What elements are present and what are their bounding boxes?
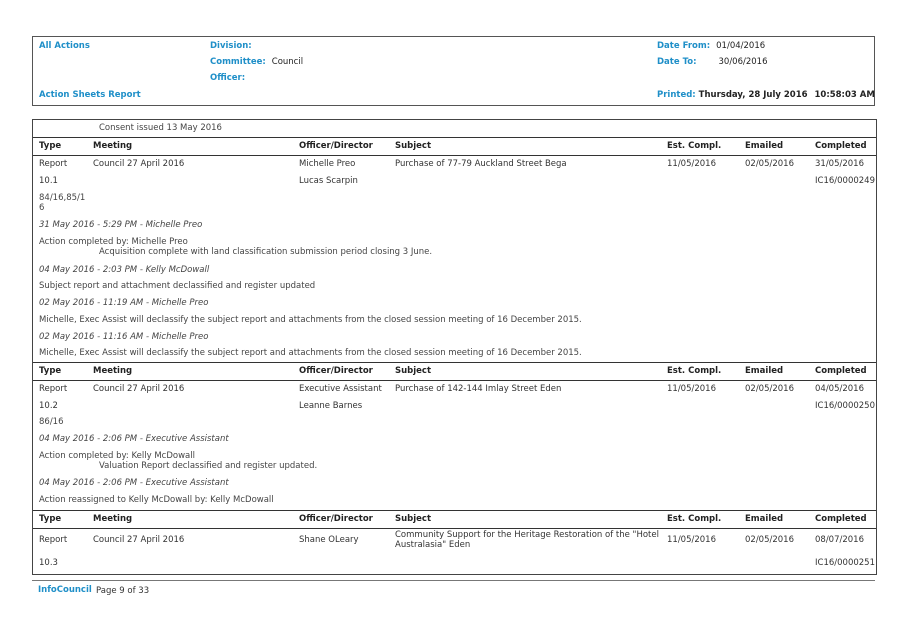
item-type: Report [39,384,68,394]
item-meeting: Council 27 April 2016 [93,159,185,169]
col-meeting: Meeting [93,141,133,151]
printed-time: 10:58:03 AM [814,90,875,100]
item-type: Report [39,159,68,169]
item-est-compl: 11/05/2016 [667,384,716,394]
division-label: Division: [210,41,252,51]
col-subject: Subject [395,141,432,151]
date-from-field [657,41,765,51]
item-est-compl: 11/05/2016 [667,159,716,169]
item-file-number: 86/16 [39,417,64,427]
note-text: Michelle, Exec Assist will declassify the subject report and attachments from the closed session meeting of 16 December 2015. [39,315,582,325]
col-emailed: Emailed [745,514,784,524]
item-number: 10.1 [39,176,58,186]
committee-value: Council [271,57,304,67]
item-completed: 31/05/2016 [815,159,864,169]
action-sheet-table [32,119,877,575]
report-name: Action Sheets Report [39,90,141,100]
note-timestamp: 04 May 2016 - 2:03 PM - Kelly McDowall [39,265,210,275]
item-subject: Purchase of 77-79 Auckland Street Bega [395,159,567,169]
item-meeting: Council 27 April 2016 [93,384,185,394]
col-officer: Officer/Director [299,366,373,376]
item-completed: 08/07/2016 [815,535,864,545]
column-header-row [33,137,876,156]
committee-label: Committee: [210,57,266,67]
printed-label: Printed: [657,90,696,100]
col-est-compl: Est. Compl. [667,366,722,376]
item-ref: IC16/0000251 [815,558,875,568]
division-field [210,41,258,51]
col-emailed: Emailed [745,141,784,151]
column-header-row [33,510,876,529]
note-text: Subject report and attachment declassified and register updated [39,281,316,291]
page-number: Page 9 of 33 [96,586,150,596]
note-timestamp: 04 May 2016 - 2:06 PM - Executive Assistant [39,478,229,488]
page-footer [32,580,875,596]
date-to-value: 30/06/2016 [718,57,768,67]
item-subject: Community Support for the Heritage Restoration of the "Hotel [395,530,659,540]
col-type: Type [39,366,62,376]
col-subject: Subject [395,366,432,376]
item-number: 10.2 [39,401,58,411]
item-file-number-cont: 6 [39,203,45,213]
col-completed: Completed [815,366,867,376]
note-timestamp: 31 May 2016 - 5:29 PM - Michelle Preo [39,220,203,230]
date-to-label: Date To: [657,57,697,67]
note-text: Michelle, Exec Assist will declassify the subject report and attachments from the closed session meeting of 16 December 2015. [39,348,582,358]
note-text: Action completed by: Michelle Preo [39,237,188,247]
item-emailed: 02/05/2016 [745,535,794,545]
col-est-compl: Est. Compl. [667,141,722,151]
col-completed: Completed [815,141,867,151]
item-officer: Executive Assistant [299,384,382,394]
officer-label: Officer: [210,73,246,83]
all-actions-label: All Actions [39,41,90,51]
item-emailed: 02/05/2016 [745,159,794,169]
col-meeting: Meeting [93,366,133,376]
note-timestamp: 02 May 2016 - 11:19 AM - Michelle Preo [39,298,209,308]
item-emailed: 02/05/2016 [745,384,794,394]
item-officer-secondary: Lucas Scarpin [299,176,358,186]
col-officer: Officer/Director [299,514,373,524]
item-est-compl: 11/05/2016 [667,535,716,545]
item-subject: Purchase of 142-144 Imlay Street Eden [395,384,562,394]
col-officer: Officer/Director [299,141,373,151]
note-text: Valuation Report declassified and register updated. [99,461,318,471]
printed-field [657,90,875,100]
date-from-value: 01/04/2016 [716,41,766,51]
col-type: Type [39,514,62,524]
officer-field [210,73,251,83]
item-officer: Shane OLeary [299,535,359,545]
col-subject: Subject [395,514,432,524]
col-est-compl: Est. Compl. [667,514,722,524]
infocouncil-logo: InfoCouncil [38,585,92,595]
report-header [32,36,875,106]
item-meeting: Council 27 April 2016 [93,535,185,545]
item-completed: 04/05/2016 [815,384,864,394]
date-from-label: Date From: [657,41,711,51]
col-meeting: Meeting [93,514,133,524]
column-header-row [33,362,876,381]
note-text: Action completed by: Kelly McDowall [39,451,195,461]
item-number: 10.3 [39,558,58,568]
item-ref: IC16/0000249 [815,176,875,186]
note-timestamp: 02 May 2016 - 11:16 AM - Michelle Preo [39,332,209,342]
col-emailed: Emailed [745,366,784,376]
committee-field [210,57,303,67]
col-type: Type [39,141,62,151]
printed-date: Thursday, 28 July 2016 [698,90,808,100]
item-type: Report [39,535,68,545]
note-timestamp: 04 May 2016 - 2:06 PM - Executive Assistant [39,434,229,444]
carryover-note: Consent issued 13 May 2016 [99,123,222,133]
note-text: Acquisition complete with land classification submission period closing 3 June. [99,247,433,257]
col-completed: Completed [815,514,867,524]
note-text: Action reassigned to Kelly McDowall by: Kelly McDowall [39,495,274,505]
date-to-field [657,57,768,67]
item-file-number: 84/16,85/1 [39,193,86,203]
item-officer: Michelle Preo [299,159,356,169]
item-subject-cont: Australasia" Eden [395,540,471,550]
item-officer-secondary: Leanne Barnes [299,401,363,411]
item-ref: IC16/0000250 [815,401,875,411]
